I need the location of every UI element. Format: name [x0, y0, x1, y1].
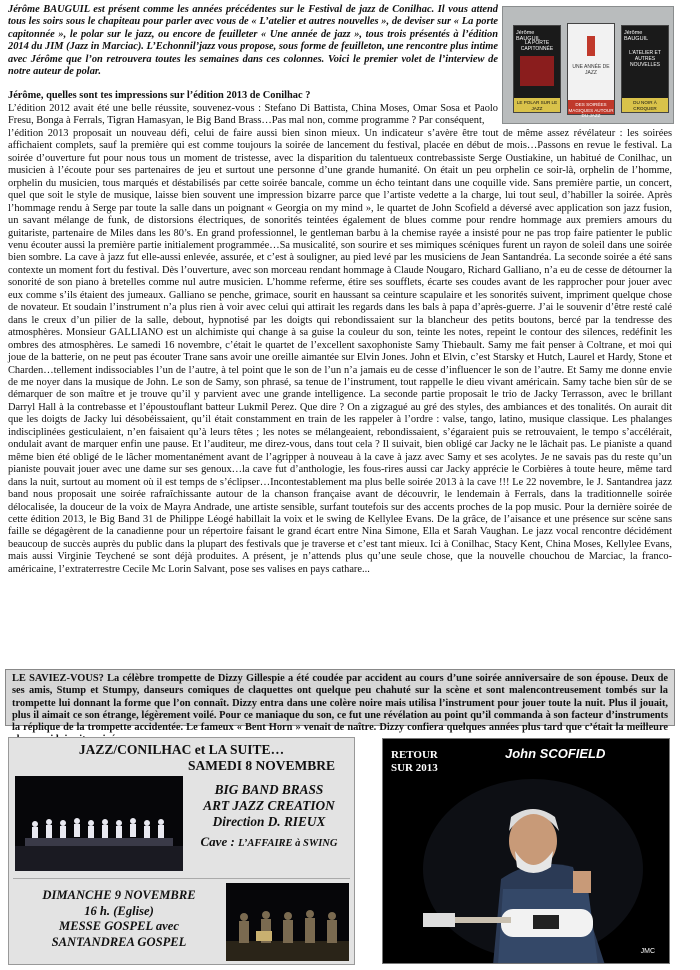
article-first-lines: L’édition 2012 avait été une belle réussite, souvenez-vous : Stefano Di Battista, China Moses, Omar Sosa et Paolo Fresu, Bonga à Ferrals, Tigran Hamasyan, le Big Band Brass…Pas mal non, comme programme ? Par conséquent,: [8, 103, 498, 127]
big-band-photo: [15, 776, 183, 871]
artist-name: John SCOFIELD: [505, 746, 606, 761]
event-band-name: [185, 782, 353, 830]
gospel-photo: [226, 883, 349, 961]
gospel-photo-art: [226, 883, 349, 961]
event-cave-name: L’AFFAIRE à SWING: [238, 838, 338, 849]
photo-credit: JMC: [640, 948, 655, 955]
events-box: [8, 737, 355, 965]
book-title: UNE ANNÉE DE JAZZ: [572, 64, 610, 76]
did-you-know-box: LE SAVIEZ-VOUS? La célèbre trompette de Dizzy Gillespie a été coudée par accident au cours d’une soirée anniversaire de son épouse. Deux de ses amis, Stump et Stumpy, danseurs comiques de claquettes ont quelque peu chahuté sur la scène et sont malencontreusement tombés sur la trompette lui donnant la forme que l’on connaît. Dizzy entra dans une colère noire mais utilisa l’instrument pour jouer toute la nuit. Plus il jouait, plus il aimait ce son étrange, légèrement voilé. Pour ce maniaque du son, ce fut une révélation au point qu’il commanda à son facteur d’instruments la réplique de la trompette accidentée. Le fameux « Bent Horn » venait de naître. Dizzy confiera quelques années plus tard que c’était la meilleure: [5, 669, 675, 726]
book-une-annee-de-jazz: [567, 23, 615, 118]
event-band-line: Direction D. RIEUX: [212, 814, 326, 829]
book-title: L’ATELIER ET AUTRES NOUVELLES: [629, 50, 661, 68]
event-gospel-line: DIMANCHE 9 NOVEMBRE: [42, 888, 196, 902]
retour-line: RETOUR: [391, 749, 438, 761]
event-cave-label: Cave :: [200, 834, 235, 849]
event-gospel-line: MESSE GOSPEL avec: [59, 919, 179, 933]
event-date-saturday: SAMEDI 8 NOVEMBRE: [187, 758, 335, 773]
book-la-porte-capitonnee: [513, 25, 561, 113]
retour-label: [391, 749, 438, 775]
events-heading: JAZZ/CONILHAC et LA SUITE…: [78, 742, 285, 757]
book-l-atelier: [621, 25, 669, 113]
event-cave: [185, 834, 353, 852]
book-cover-art: [520, 56, 554, 86]
article-body: [8, 103, 672, 576]
john-scofield-photo: [382, 738, 670, 964]
article-continuation: l’édition 2013 proposait un nouveau défi, celui de faire aussi bien sinon mieux. Un indicateur s’avère être tout de même assez révélateur : les soirées affichaient complets, sauf la première qui est comme toujours la soirée de lancement du festival, placée en début de mois…Passons en revue le festival. La soirée d’ouverture fut pour nous tous un moment de tristesse, avec la disparition du talentueux contrebassiste Serge Oustiakine, un habitué de Conilhac, un musicien à l’écoute pour ses partenaires de jeu et surtout une personne d’une grande humanité. On était un peu orphelin ce soir-là, orphelin de l’homme, orphelin du musicien, tous marqués et déstabilisés par cette soirée bancale, comme un écho teintant dans une coquille vide. Sans première partie, un concert, quel que soit le style de musique, laisse bien souvent une impression bizarre parce que l’artiste vedette a la charge, lui tout seul, d’habiller la soirée. Après l’hommage rendu à Serge par toute la salle dans un poignant « Georgia on my mind », le quartet de John Scofield a déversé avec application son jazz fusion, un savant mélange de funk, de distorsions électriques, de sonorités teintées également de blues comme pour rendre hommage aux premiers amours du guitariste, partenaire de Miles dans les 80’s. En grand professionnel, le gentleman barbu à la chemise rayée a insisté pour ne pas trop faire patienter le public venu écouter aussi la première partie initialement programmée…Sa musicalité, son sourire et ses mimiques scéniques furent un rayon de soleil dans une soirée bien sombre. La cave à jazz fut elle-aussi enlevée, assurée, et c’est à souligner, au pied levé par les musiciens de Jean Santandréa. La seconde soirée a été sans contexte un moment fort du festival. Dès l’ouverture, avec son morceau rendant hommage à Claude Nougaro, Richard Galliano, n’a eu de cesse de détourner la sonorité de son piano à bretelles comme nul autre musicien. L’homme referme, étire ses soufflets, écarte ses coudes avant de les rapprocher pour jouer avec eux comme s’ils étaient des jumeaux. Galliano se penche, grimace, sourit en haussant sa ceinture scapulaire et les sonorités suivent, impriment quelque chose de novateur. Et soudain l’instrument n’a plus rien à voir avec celui qui attirait les regards dans les bals à papa d’après-guerre. J’ai le souvenir d’être resté calé dans le creux d’un pilier de la salle, debout, hypnotisé par les doigts qui rebondissaient sur la blancheur des petits boutons, bercé par la tendresse des atmosphères. Monsieur GALLIANO est un alchimiste qui change à sa guise la couleur du son, teinte les notes, repeint le contour des silences, redéfinit les ombres des atmosphères. Le samedi 16 novembre, c’était le quartet de l’excellent saxophoniste Samy Thiebault. Samy me fait penser à Coltrane, et moi qui joue de la batterie, on ne peut pas écouter Trane sans avoir une oreille aimantée sur Elvin Jones. John et Elvin, c’est Starsky et Hutch, Laurel et Hardy, Stone et Charden…tellement indissociables l’un de l’autre, à tel point que le son de l’un n’a jamais eu de cesse d’influencer le son de l’autre. Et Samy me donne envie de me noyer dans la musique de John. Le son de Samy, son phrasé, sa tenue de l’instrument, tout rappelle le dieu vivant américain. Samy tache bien sûr de se démarquer de son maître et je trouve qu’il y parvient avec une grande intelligence. La seconde partie proposait le trio de Jacky Terrasson, avec le brillant Darryl Hall à la contrebasse et l’époustouflant batteur Lukmil Perez. Que dire ? On a zigzagué au gré des styles, des ambiances et des tonalités. On aurait dit que les doigts de Jacky lui désobéissaient, qu’il était constamment en train de les rappeler à l’ordre : valse, tango, latino, musique classique. Les phalanges indisciplinées gesticulaient, n’en faisaient qu’à leurs têtes ; les notes se mélangeaient, rebondissaient, s’égaraient puis se retrouvaient, le tempo s’accélérait, ondulait avant de marquer enfin une pause. Et l’auditeur, me direz-vous, dans tout cela ? Il suivait, bien obligé car Jacky ne le lâchait pas. Le pianiste a quand même bien été obligé de le lâcher momentanément avant de l’agripper à nouveau à la cave à jazz avec Samy et ses acolytes. Je ne savais pas du reste qu’un pianiste pouvait jouer avec une dame sur ses genoux…la cave fut d’anthologie, les fous-rires aussi car Jacky apprécie le Corbières à toute heure, même tard dans la nuit, surtout au moment où il est temps de s’éclipser…Incontestablement ma plus belle soirée 2013 à la cave !!! Le 22 novembre, le J. Santandrea jazz band nous proposait une soirée rafraîchissante autour de la chanson française avant de découvrir, le lendemain à Ferrals, dans la traditionnelle soirée délocalisée, la douceur de la voix de Mayra Andrade, une artiste sensible, surfant toutefois sur des accents proches de la pop music. Pour la dernière soirée de cette édition 2013, le Big Band 31 de Philippe Léogé habillait la voix et le swing de Kellylee Evans. De la grâce, de l’aisance et une présence sur scène sans faille se dégagèrent de la canadienne pour un répertoire faisant le grand écart entre Nina Simone, Ella et Sarah Vaughan. Le jazz vocal rencontre décidément beaucoup de succès auprès du public dans la plupart des festivals que je traverse et c’est tant mieux. Ici à Conilhac, Stacy Kent, China Moses, Kellylee Evans, mais aussi Virginie Teychené se sont déjà produites. A présent, je n’attends plus qu’une seule chose, que la nouvelle chouchou de Marciac, la franco-américaine, l’extraterrestre Cecile Mc Lorin Salvant, pose ses valises en pays cathare...: [8, 127, 672, 575]
book-band: LE POLAR SUR LE JAZZ: [514, 98, 560, 112]
event-band-line: BIG BAND BRASS: [214, 782, 324, 797]
events-divider: [13, 878, 350, 879]
retour-line: SUR 2013: [391, 762, 438, 774]
book-cover-art: [587, 36, 595, 56]
book-author: Jérôme BAUGUIL: [516, 30, 541, 42]
event-gospel: [17, 888, 221, 950]
book-author: Jérôme BAUGUIL: [624, 30, 649, 42]
intro-paragraph: Jérôme BAUGUIL est présent comme les années précédentes sur le Festival de jazz de Conilhac. Il vous attend tous les soirs sous le chapiteau pour parler avec vous de « L’atelier et autres nouvelles », de deviser sur « La porte capitonnée », le polar sur le jazz, ou encore de feuilleter « Une année de jazz », tous trois présentés à l’édition 2014 du JIM (Jazz in Marciac). L’Echonnil’jazz vous propose, sous forme de feuilleton, une rencontre plus intime avec Jérôme que l’on retrouvera toutes les semaines dans ces colonnes. Voici le premier volet de l’interview de notre auteur de polar.: [8, 4, 498, 78]
event-gospel-line: 16 h. (Eglise): [84, 903, 154, 918]
event-band-line: ART JAZZ CREATION: [203, 798, 335, 813]
book-band: DU NOIR À CROQUER: [622, 98, 668, 112]
book-band: DES SOIRÉES MAGIQUES AUTOUR DU JAZZ: [568, 102, 614, 118]
interview-question: Jérôme, quelles sont tes impressions sur l’édition 2013 de Conilhac ?: [8, 90, 311, 101]
big-band-photo-art: [15, 776, 183, 871]
event-gospel-line: SANTANDREA GOSPEL: [51, 934, 187, 949]
book-title: LA PORTE CAPITONNÉE: [520, 40, 554, 52]
